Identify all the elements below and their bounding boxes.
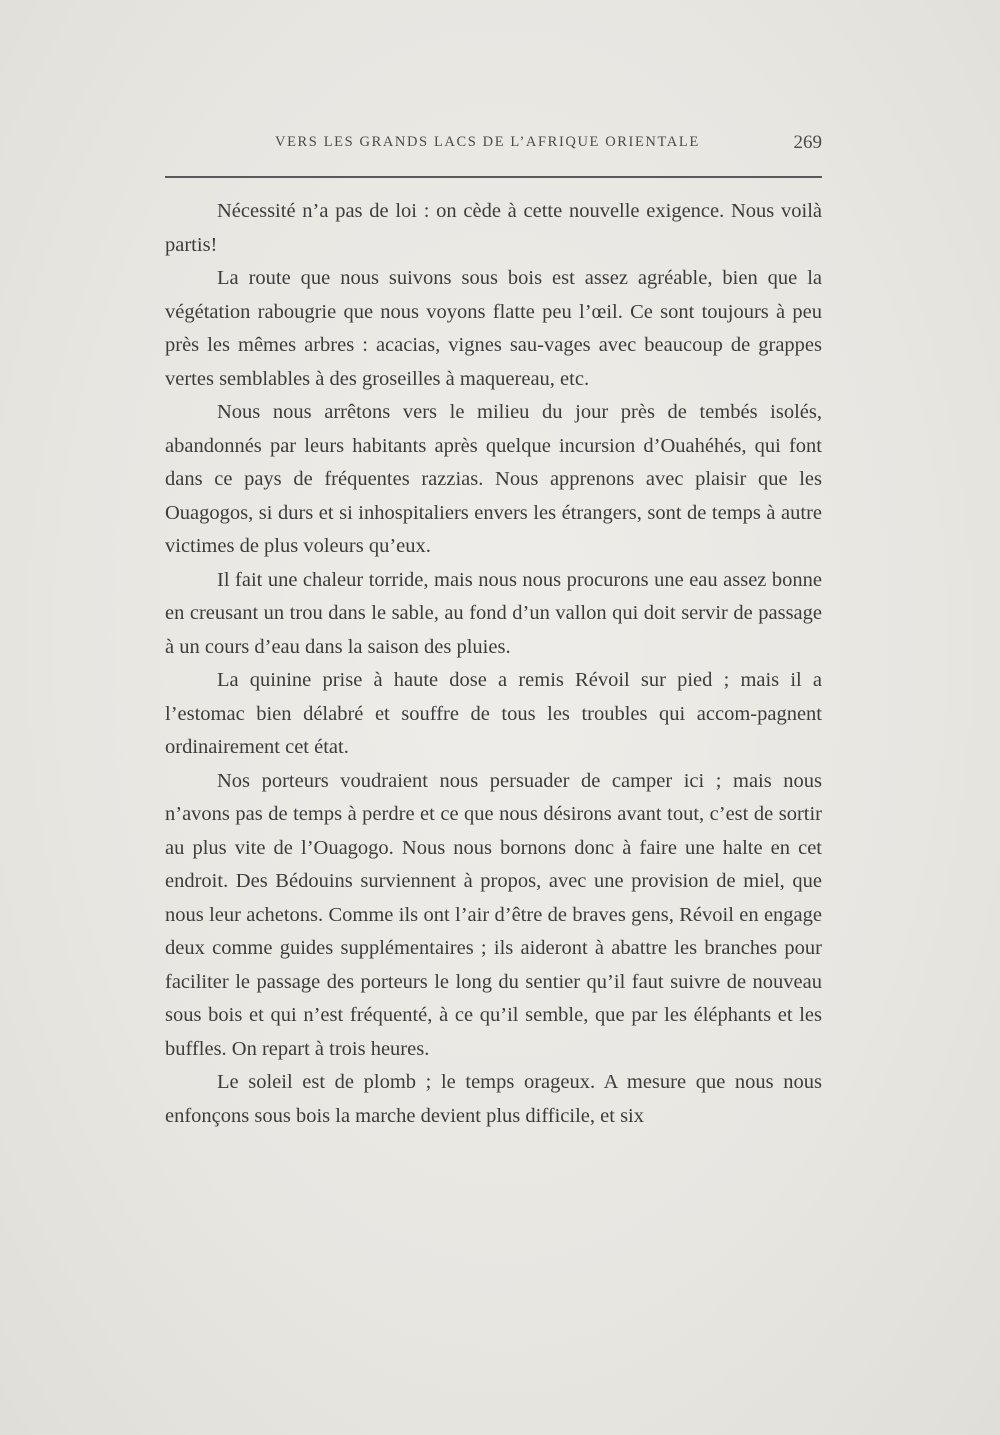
running-title: VERS LES GRANDS LACS DE L’AFRIQUE ORIENTALE bbox=[275, 134, 700, 150]
page-number: 269 bbox=[793, 132, 822, 153]
paragraph: Il fait une chaleur torride, mais nous nous procurons une eau assez bonne en creusant un trou dans le sable, au fond d’un vallon qui doit servir de passage à un cours d’eau dans la saison des pluies. bbox=[165, 568, 822, 658]
running-head bbox=[165, 134, 822, 156]
paragraph: Nécessité n’a pas de loi : on cède à cette nouvelle exigence. Nous voilà partis! bbox=[165, 200, 822, 256]
paragraph: La quinine prise à haute dose a remis Révoil sur pied ; mais il a l’estomac bien délabré et souffre de tous les troubles qui accom-pagnent ordinairement cet état. bbox=[165, 669, 822, 758]
paragraph: La route que nous suivons sous bois est assez agréable, bien que la végétation rabougrie que nous voyons flatte peu l’œil. Ce sont toujours à peu près les mêmes arbres : acacias, vignes sau-vages avec beaucoup de grappes vertes semblables à des groseilles à maquereau, etc. bbox=[165, 267, 822, 390]
paragraph: Le soleil est de plomb ; le temps orageux. A mesure que nous nous enfonçons sous bois la marche devient plus difficile, et six bbox=[165, 1071, 822, 1127]
paragraph: Nos porteurs voudraient nous persuader de camper ici ; mais nous n’avons pas de temps à perdre et ce que nous désirons avant tout, c’est de sortir au plus vite de l’Ouagogo. Nous nous bornons donc à faire une halte en cet endroit. Des Bédouins surviennent à propos, avec une provision de miel, que nous leur achetons. Comme ils ont l’air d’être de braves gens, Révoil en engage deux comme guides supplémentaires ; ils aideront à abattre les branches pour faciliter le passage des porteurs le long du sentier qu’il faut suivre de nouveau sous bois et qui n’est fréquenté, à ce qu’il semble, que par les éléphants et les buffles. On repart à trois heures. bbox=[165, 769, 822, 1060]
body-text bbox=[165, 195, 822, 1133]
header-rule bbox=[165, 176, 822, 178]
paragraph: Nous nous arrêtons vers le milieu du jour près de tembés isolés, abandonnés par leurs habitants après quelque incursion d’Ouahéhés, qui font dans ce pays de fréquentes razzias. Nous apprenons avec plaisir que les Ouagogos, si durs et si inhospitaliers envers les étrangers, sont de temps à autre victimes de plus voleurs qu’eux. bbox=[165, 401, 822, 557]
